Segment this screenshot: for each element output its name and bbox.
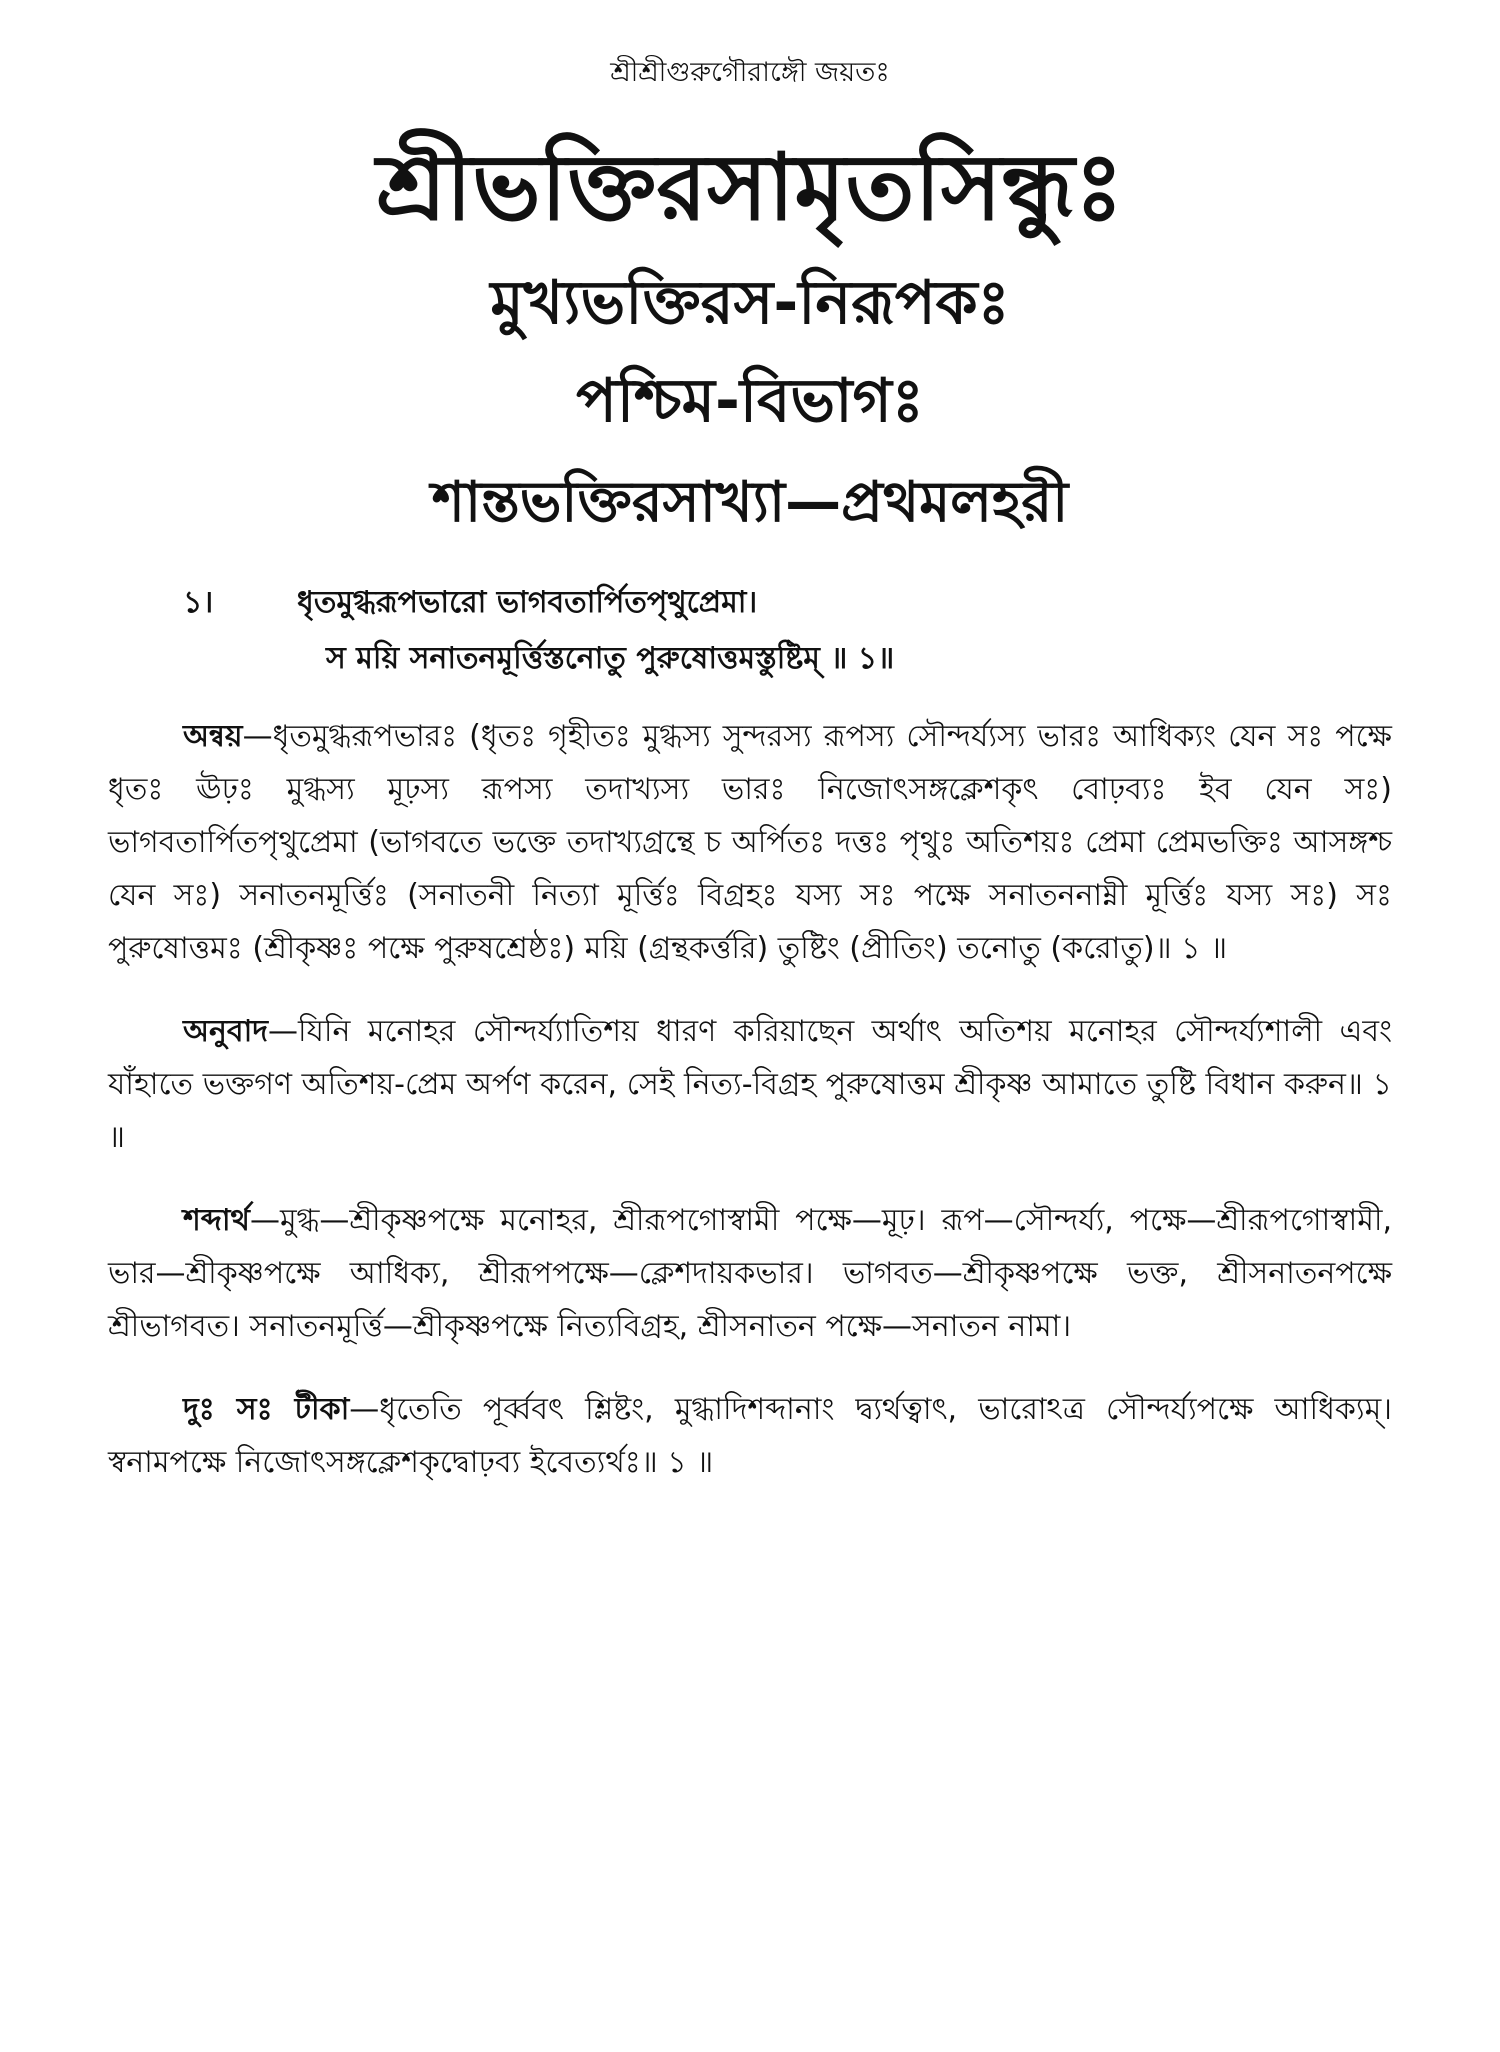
verse-number: ১। (183, 584, 214, 620)
anvaya-text: —ধৃতমুগ্ধরূপভারঃ (ধৃতঃ গৃহীতঃ মুগ্ধস্য সুন্দরস্য রূপস্য সৌন্দর্য্যস্য ভারঃ আধিক্যং যেন সঃ পক্ষে ধৃতঃ ঊঢ়ঃ মুগ্ধস্য মূঢ়স্য রূপস্য তদাখ্যস্য ভারঃ নিজোৎসঙ্গক্লেশকৃৎ বোঢ়ব্যঃ ইব যেন সঃ) ভাগবতার্পিতপৃথুপ্রেমা (ভাগবতে ভক্তে তদাখ্যগ্রন্থে চ অর্পিতঃ দত্তঃ পৃথুঃ অতিশয়ঃ প্রেমা প্রেমভক্তিঃ আসঙ্গশ্চ যেন সঃ) সনাতনমূর্ত্তিঃ (সনাতনী নিত্যা মূর্ত্তিঃ বিগ্রহঃ যস্য সঃ পক্ষে সনাতননাম্নী মূর্ত্তিঃ যস্য সঃ) সঃ পুরুষোত্তমঃ (শ্রীকৃষ্ণঃ পক্ষে পুরুষশ্রেষ্ঠঃ) ময়ি (গ্রন্থকর্ত্তরি) তুষ্টিং (প্রীতিং) তনোতু (করোতু)॥ ১ ॥ (108, 718, 1392, 966)
chapter-title: শান্তভক্তিরসাখ্যা—প্রথমলহরী (431, 469, 1069, 535)
section-subtitle: মুখ্যভক্তিরস-নিরূপকঃ (490, 267, 1010, 338)
verse-block (108, 578, 1392, 690)
document-page (0, 52, 1500, 2052)
shabdartha-label: শব্দার্থ (183, 1202, 250, 1238)
tika-label: দুঃ সঃ টীকা (183, 1391, 350, 1427)
division-title: পশ্চিম-বিভাগঃ (576, 365, 924, 436)
verse-text-line-1: ধৃতমুগ্ধরূপভারো ভাগবতার্পিতপৃথুপ্রেমা। (297, 584, 758, 620)
anubad-label: অনুবাদ (183, 1013, 269, 1049)
shabdartha-text: —মুগ্ধ—শ্রীকৃষ্ণপক্ষে মনোহর, শ্রীরূপগোস্বামী পক্ষে—মূঢ়। রূপ—সৌন্দর্য্য, পক্ষে—শ্রীরূপগোস্বামী, ভার—শ্রীকৃষ্ণপক্ষে আধিক্য, শ্রীরূপপক্ষে—ক্লেশদায়কভার। ভাগবত—শ্রীকৃষ্ণপক্ষে ভক্ত, শ্রীসনাতনপক্ষে শ্রীভাগবত। সনাতনমূর্ত্তি—শ্রীকৃষ্ণপক্ষে নিত্যবিগ্রহ, শ্রীসনাতন পক্ষে—সনাতন নামা। (108, 1202, 1392, 1344)
shabdartha-paragraph (108, 1194, 1392, 1353)
anvaya-paragraph (108, 710, 1392, 975)
tika-text: —ধৃতেতি পূর্ব্ববৎ শ্লিষ্টং, মুগ্ধাদিশব্দানাং দ্ব্যর্থত্বাৎ, ভারোঽত্র সৌন্দর্য্যপক্ষে আধিক্যম্। স্বনামপক্ষে নিজোৎসঙ্গক্লেশকৃদ্বোঢ়ব্য ইবেত্যর্থঃ॥ ১ ॥ (108, 1391, 1392, 1480)
verse-text-line-2: স ময়ি সনাতনমূর্ত্তিস্তনোতু পুরুষোত্তমস্তুষ্টিম্ ॥ ১॥ (326, 640, 895, 676)
anubad-text: —যিনি মনোহর সৌন্দর্য্যাতিশয় ধারণ করিয়াছেন অর্থাৎ অতিশয় মনোহর সৌন্দর্য্যশালী এবং যাঁহাতে ভক্তগণ অতিশয়-প্রেম অর্পণ করেন, সেই নিত্য-বিগ্রহ পুরুষোত্তম শ্রীকৃষ্ণ আমাতে তুষ্টি বিধান করুন॥ ১ ॥ (108, 1013, 1392, 1155)
tika-paragraph (108, 1383, 1392, 1489)
verse-line-1 (108, 578, 1392, 634)
book-title: শ্রীভক্তিরসামৃতসিন্ধুঃ (376, 134, 1124, 241)
anubad-paragraph (108, 1005, 1392, 1164)
verse-line-2 (108, 634, 1392, 690)
anvaya-label: অন্বয় (183, 718, 243, 754)
invocation-line: শ্রীশ্রীগুরুগৌরাঙ্গৌ জয়তঃ (610, 57, 890, 88)
